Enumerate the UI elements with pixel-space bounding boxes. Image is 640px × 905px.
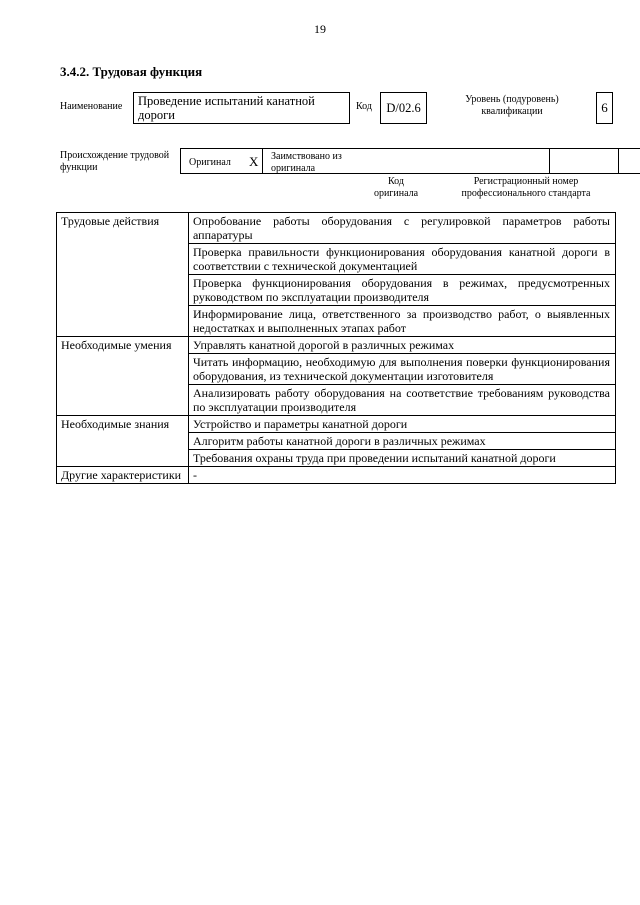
- section-title: 3.4.2. Трудовая функция: [60, 64, 203, 79]
- row-item: Проверка правильности функционирования оборудования канатной дороги в соответствии с технической документацией: [189, 244, 616, 275]
- table-row: [57, 213, 616, 244]
- row-item: Требования охраны труда при проведении испытаний канатной дороги: [189, 450, 616, 467]
- code-label: Код: [356, 101, 372, 112]
- origin-label: Происхождение трудовой функции: [60, 150, 170, 173]
- row-item: Анализировать работу оборудования на соответствие требованиям руководства по эксплуатации производителя: [189, 385, 616, 416]
- qualification-level-box: 6: [596, 92, 613, 124]
- qualification-level-label: Уровень (подуровень) квалификации: [465, 94, 559, 117]
- reg-number-cell: [618, 148, 640, 174]
- row-heading: Другие характеристики: [57, 467, 189, 484]
- row-item: Алгоритм работы канатной дороги в различных режимах: [189, 433, 616, 450]
- row-item: -: [189, 467, 616, 484]
- original-cell: [180, 148, 263, 174]
- row-item: Читать информацию, необходимую для выполнения поверки функционирования оборудования, из технической документации изготовителя: [189, 354, 616, 385]
- table-row: [57, 467, 616, 484]
- code-original-label: Код оригинала: [373, 176, 419, 199]
- code-original-cell: [549, 148, 619, 174]
- original-mark: X: [249, 154, 259, 169]
- labor-function-table: [56, 212, 616, 484]
- row-heading: Необходимые умения: [57, 337, 189, 416]
- row-item: Проверка функционирования оборудования в режимах, предусмотренных руководством по эксплуатации производителя: [189, 275, 616, 306]
- page-number: 19: [314, 22, 326, 36]
- row-heading: Необходимые знания: [57, 416, 189, 467]
- row-item: Опробование работы оборудования с регулировкой параметров работы аппаратуры: [189, 213, 616, 244]
- code-value-box: D/02.6: [380, 92, 427, 124]
- row-heading: Трудовые действия: [57, 213, 189, 337]
- row-item: Управлять канатной дорогой в различных режимах: [189, 337, 616, 354]
- table-row: [57, 337, 616, 354]
- row-item: Устройство и параметры канатной дороги: [189, 416, 616, 433]
- table-row: [57, 416, 616, 433]
- row-item: Информирование лица, ответственного за производство работ, о выявленных недостатках и выполненных этапах работ: [189, 306, 616, 337]
- reg-number-label: Регистрационный номер профессионального стандарта: [461, 176, 591, 199]
- name-label: Наименование: [60, 101, 123, 112]
- borrowed-label: Заимствовано из оригинала: [271, 151, 342, 174]
- name-value-box: Проведение испытаний канатной дороги: [133, 92, 350, 124]
- original-label: Оригинал: [189, 157, 231, 168]
- borrowed-cell: [262, 148, 550, 174]
